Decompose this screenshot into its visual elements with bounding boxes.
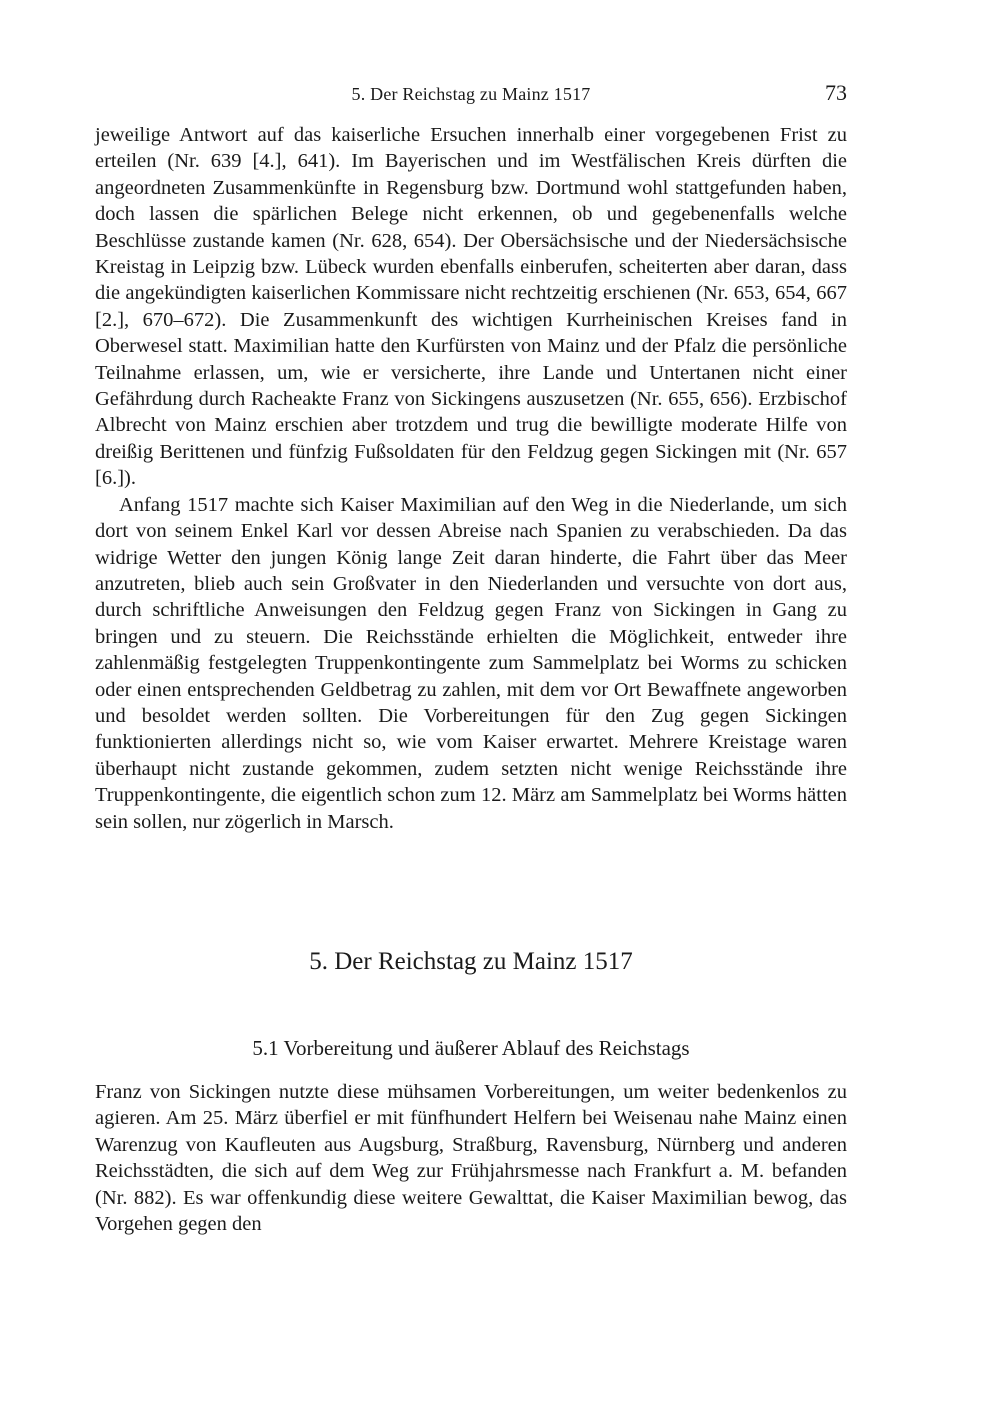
section-heading: 5.1 Vorbereitung und äußerer Ablauf des Reichstags bbox=[252, 1036, 690, 1060]
paragraph: jeweilige Antwort auf das kaiserliche Ersuchen innerhalb einer vorgegebenen Frist zu erteilen (Nr. 639 [4.], 641). Im Bayerischen und im Westfälischen Kreis dürften die angeordneten Zusammenkünfte in Regensburg bzw. Dortmund wohl stattgefunden haben, doch lassen die spärlichen Belege nicht erkennen, ob und gegebenenfalls welche Beschlüsse zustande kamen (Nr. 628, 654). Der Obersächsische und der Niedersächsische Kreistag in Leipzig bzw. Lübeck wurden ebenfalls einberufen, scheiterten aber daran, dass die angekündigten kaiserlichen Kommissare nicht rechtzeitig erschienen (Nr. 653, 654, 667 [2.], 670–672). Die Zusammenkunft des wichtigen Kurrheinischen Kreises fand in Oberwesel statt. Maximilian hatte den Kurfürsten von Mainz und der Pfalz die persönliche Teilnahme erlassen, um, wie er versicherte, ihre Lande und Untertanen nicht einer Gefährdung durch Racheakte Franz von Sickingens auszusetzen (Nr. 655, 656). Erzbischof Albrecht von Mainz erschien aber trotzdem und trug die bewilligte moderate Hilfe von dreißig Berittenen und fünfzig Fußsoldaten für den Feldzug gegen Sickingen mit (Nr. 657 [6.]). bbox=[95, 124, 847, 490]
chapter-heading: 5. Der Reichstag zu Mainz 1517 bbox=[309, 948, 633, 975]
running-title: 5. Der Reichstag zu Mainz 1517 bbox=[351, 84, 591, 104]
paragraph: Franz von Sickingen nutzte diese mühsamen Vorbereitungen, um weiter bedenkenlos zu agieren. Am 25. März überfiel er mit fünfhundert Helfern bei Weisenau nahe Mainz einen Warenzug von Kaufleuten aus Augsburg, Straßburg, Ravensburg, Nürnberg und anderen Reichsstädten, die sich auf dem Weg zur Frühjahrsmesse nach Frankfurt a. M. befanden (Nr. 882). Es war offenkundig diese weitere Gewalttat, die Kaiser Maximilian bewog, das Vorgehen gegen den bbox=[95, 1081, 847, 1236]
page-number: 73 bbox=[825, 80, 847, 105]
body-text-top bbox=[95, 122, 847, 835]
body-text-bottom bbox=[95, 1079, 847, 1237]
running-head bbox=[95, 80, 847, 110]
paragraph: Anfang 1517 machte sich Kaiser Maximilian auf den Weg in die Niederlande, um sich dort von seinem Enkel Karl vor dessen Abreise nach Spanien zu verabschieden. Da das widrige Wetter den jungen König lange Zeit daran hinderte, die Fahrt über das Meer anzutreten, blieb auch sein Großvater in den Niederlanden und versuchte von dort aus, durch schriftliche Anweisungen den Feldzug gegen Franz von Sickingen in Gang zu bringen und zu steuern. Die Reichsstände erhielten die Möglichkeit, entweder ihre zahlenmäßig festgelegten Truppenkontingente zum Sammelplatz bei Worms zu schicken oder einen entsprechenden Geldbetrag zu zahlen, mit dem vor Ort Bewaffnete angeworben und besoldet werden sollten. Die Vorbereitungen für den Zug gegen Sickingen funktionierten allerdings nicht so, wie vom Kaiser erwartet. Mehrere Kreistage waren überhaupt nicht zustande gekommen, zudem setzten nicht wenige Reichsstände ihre Truppenkontingente, die eigentlich schon zum 12. März am Sammelplatz bei Worms hätten sein sollen, nur zögerlich in Marsch. bbox=[95, 493, 847, 833]
